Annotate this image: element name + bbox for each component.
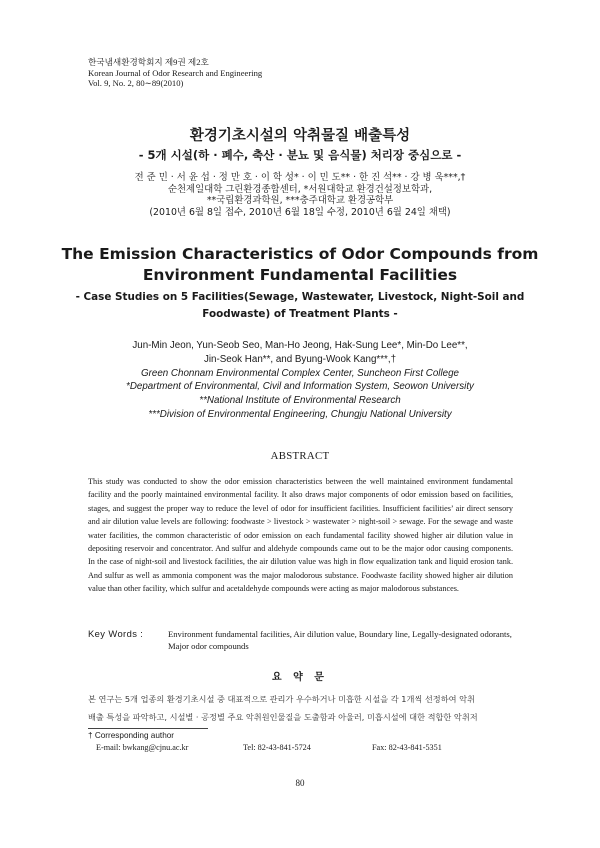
english-title-line-1: The Emission Characteristics of Odor Compounds from xyxy=(61,245,539,263)
keywords-label: Key Words : xyxy=(88,628,144,639)
korean-abstract-text xyxy=(88,690,518,726)
email: E-mail: bwkang@cjnu.ac.kr xyxy=(96,743,189,752)
korean-subtitle: - 5개 시설(하 · 폐수, 축산 · 분뇨 및 음식물) 처리장 중심으로 - xyxy=(138,148,462,162)
english-title xyxy=(0,244,600,286)
korean-affiliation-2: **국립환경과학원, ***충주대학교 환경공학부 xyxy=(206,195,394,207)
fax: Fax: 82-43-841-5351 xyxy=(372,743,442,752)
page-number: 80 xyxy=(295,778,305,788)
english-authors-block xyxy=(0,339,600,422)
english-title-line-2: Environment Fundamental Facilities xyxy=(142,266,458,284)
english-affiliation-2: *Department of Environmental, Civil and Information System, Seowon University xyxy=(126,381,474,393)
korean-abstract-line-2: 배출 특성을 파악하고, 시설별 · 공정별 주요 악취원인물질을 도출함과 아울러, 미흡시설에 대한 적합한 악취저 xyxy=(88,712,478,722)
received-dates: (2010년 6월 8일 접수, 2010년 6월 18일 수정, 2010년 6월 24일 채택) xyxy=(149,206,451,218)
english-affiliation-1: Green Chonnam Environmental Complex Center, Suncheon First College xyxy=(140,367,460,379)
english-affiliation-4: ***Division of Environmental Engineering, Chungju National University xyxy=(148,408,452,420)
korean-abstract-heading: 요 약 문 xyxy=(272,672,328,683)
journal-volume: Vol. 9, No. 2, 80∼89(2010) xyxy=(88,78,184,89)
telephone: Tel: 82-43-841-5724 xyxy=(243,743,311,752)
footnote-divider xyxy=(88,728,208,729)
abstract-text: This study was conducted to show the odor emission characteristics between the well maintained environment fundamental facility and the poorly maintained environmental facility. It also draws major components of odor emission based on facilities, stages, and suggest the proper way to reduce the level of odor for insufficient facilities. Insufficient facilities’ air direct sensory and air dilution value levels are following: foodwaste > livestock > wastewater > night-soil > sewage. For the sewage and waste water facilities, the common characteristic of odor emission on each fundamental facility showed higher air dilution value in depositing reservoir and concentrator. And sulfur and aldehyde compounds came out to be the major odor causing components. In the case of night-soil and livestock facilities, the air dilution value was high in flow equalization tank and liquid erosion tank. And sulfur as well as ammonia component was the major malodorous substance. Foodwaste facility showed higher air dilution value than other facility, which sulfur and acetaldehyde compounds were acting as major malodorous substances. xyxy=(88,477,513,594)
keywords-text: Environment fundamental facilities, Air dilution value, Boundary line, Legally-designated odorants, Major odor compounds xyxy=(168,629,512,652)
corresponding-author-note: † Corresponding author xyxy=(88,731,175,740)
journal-english-name: Korean Journal of Odor Research and Engineering xyxy=(88,67,263,78)
korean-authors-block xyxy=(0,172,600,218)
english-affiliation-3: **National Institute of Environmental Research xyxy=(199,395,401,407)
english-authors-line-2: Jin-Seok Han**, and Byung-Wook Kang***,† xyxy=(203,353,397,365)
english-subtitle-line-1: - Case Studies on 5 Facilities(Sewage, Wastewater, Livestock, Night-Soil and xyxy=(75,291,525,303)
korean-abstract-line-1: 본 연구는 5개 업종의 환경기초시설 중 대표적으로 관리가 우수하거나 미흡한 시설을 각 1개씩 선정하여 악취 xyxy=(88,694,475,704)
korean-authors: 전 준 민 · 서 윤 섭 · 정 만 호 · 이 학 성* · 이 민 도** · 한 진 석** · 강 병 욱***,† xyxy=(134,172,466,183)
journal-korean-name: 한국냄새환경학회지 제9권 제2호 xyxy=(88,57,209,67)
english-subtitle-line-2: Foodwaste) of Treatment Plants - xyxy=(202,308,398,320)
english-authors-line-1: Jun-Min Jeon, Yun-Seob Seo, Man-Ho Jeong, Hak-Sung Lee*, Min-Do Lee**, xyxy=(132,340,468,351)
korean-affiliation-1: 순천제일대학 그린환경종합센터, *서원대학교 환경건설정보학과, xyxy=(167,183,433,195)
english-subtitle xyxy=(0,289,600,323)
korean-title: 환경기초시설의 악취물질 배출특성 xyxy=(189,128,411,144)
abstract-heading: ABSTRACT xyxy=(270,450,330,462)
journal-info xyxy=(88,57,262,89)
